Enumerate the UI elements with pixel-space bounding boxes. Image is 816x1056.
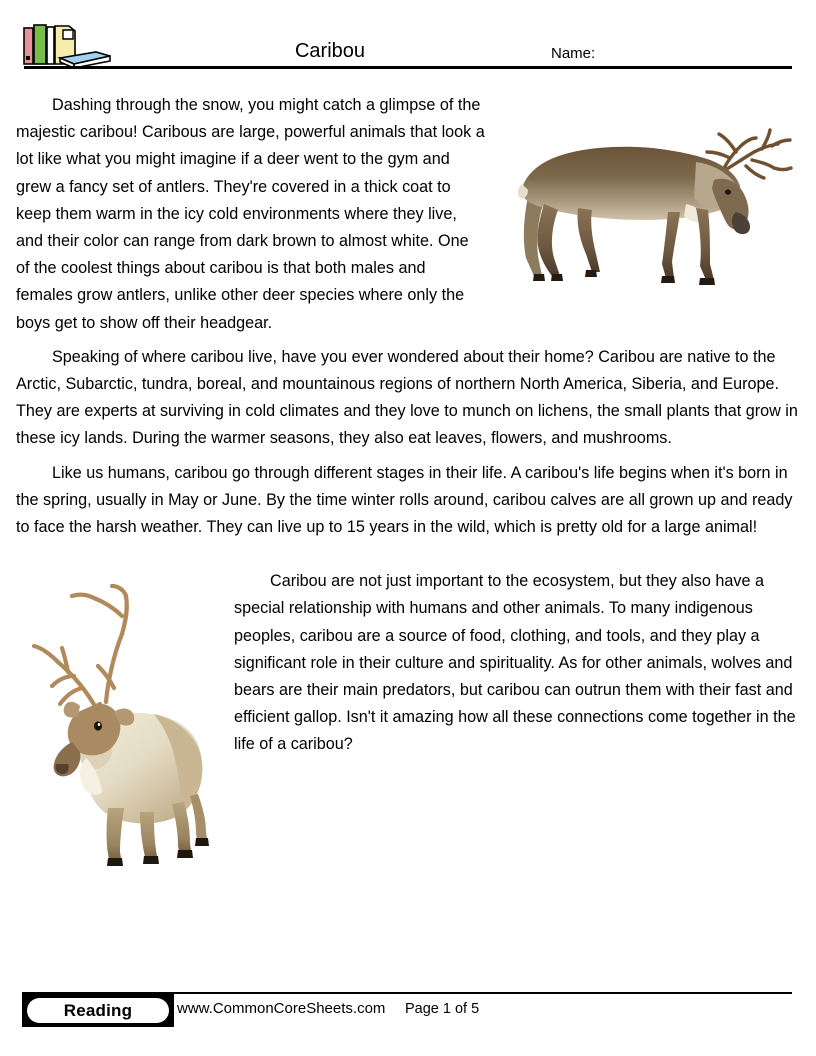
- subject-badge: [22, 994, 174, 1027]
- caribou-photo-right: [500, 100, 800, 290]
- subject-badge-pill: [27, 998, 169, 1023]
- name-label: Name:: [551, 45, 596, 62]
- page-title: Caribou: [294, 40, 366, 62]
- subject-badge-label: Reading: [63, 1000, 133, 1020]
- paragraph-4: Caribou are not just important to the ecosystem, but they also have a special relationship with humans and other animals. To many indigenous peoples, caribou are a source of food, clothing, and tools, and they play a significant role in their culture and spirituality. As for other animals, wolves and bears are their main predators, but caribou can outrun them with their fast and efficient gallop. Isn't it amazing how all these connections come together in the life of a caribou?: [234, 572, 796, 754]
- paragraph-1: Dashing through the snow, you might catch a glimpse of the majestic caribou! Caribous are large, powerful animals that look a lot like what you might imagine if a deer went to the gym and grew a fancy set of antlers. They're covered in a thick coat to keep them warm in the icy cold environments where they live, and their color can range from dark brown to almost white. One of the coolest things about caribou is that both males and females grow antlers, unlike other deer species where only the boys get to show off their headgear.: [16, 96, 485, 332]
- paragraph-3: Like us humans, caribou go through different stages in their life. A caribou's life begins when it's born in the spring, usually in May or June. By the time winter rolls around, caribou calves are all grown up and ready to face the harsh weather. They can live up to 15 years in the wild, which is pretty old for a large animal!: [16, 463, 793, 537]
- paragraph-2: Speaking of where caribou live, have you ever wondered about their home? Caribou are native to the Arctic, Subarctic, tundra, boreal, and mountainous regions of northern North America, Siberia, and Europe. They are experts at surviving in cold climates and they love to munch on lichens, the small plants that grow in these icy lands. During the warmer seasons, they also eat leaves, flowers, and mushrooms.: [16, 347, 798, 448]
- site-url: www.CommonCoreSheets.com: [177, 1000, 386, 1017]
- caribou-photo-left: [22, 576, 220, 868]
- section-spacer: [16, 548, 800, 568]
- worksheet-footer: [0, 988, 816, 1048]
- worksheet-header: [0, 0, 816, 76]
- header-divider: [24, 66, 792, 69]
- article-body: [16, 92, 800, 872]
- page-number: Page 1 of 5: [405, 1001, 480, 1017]
